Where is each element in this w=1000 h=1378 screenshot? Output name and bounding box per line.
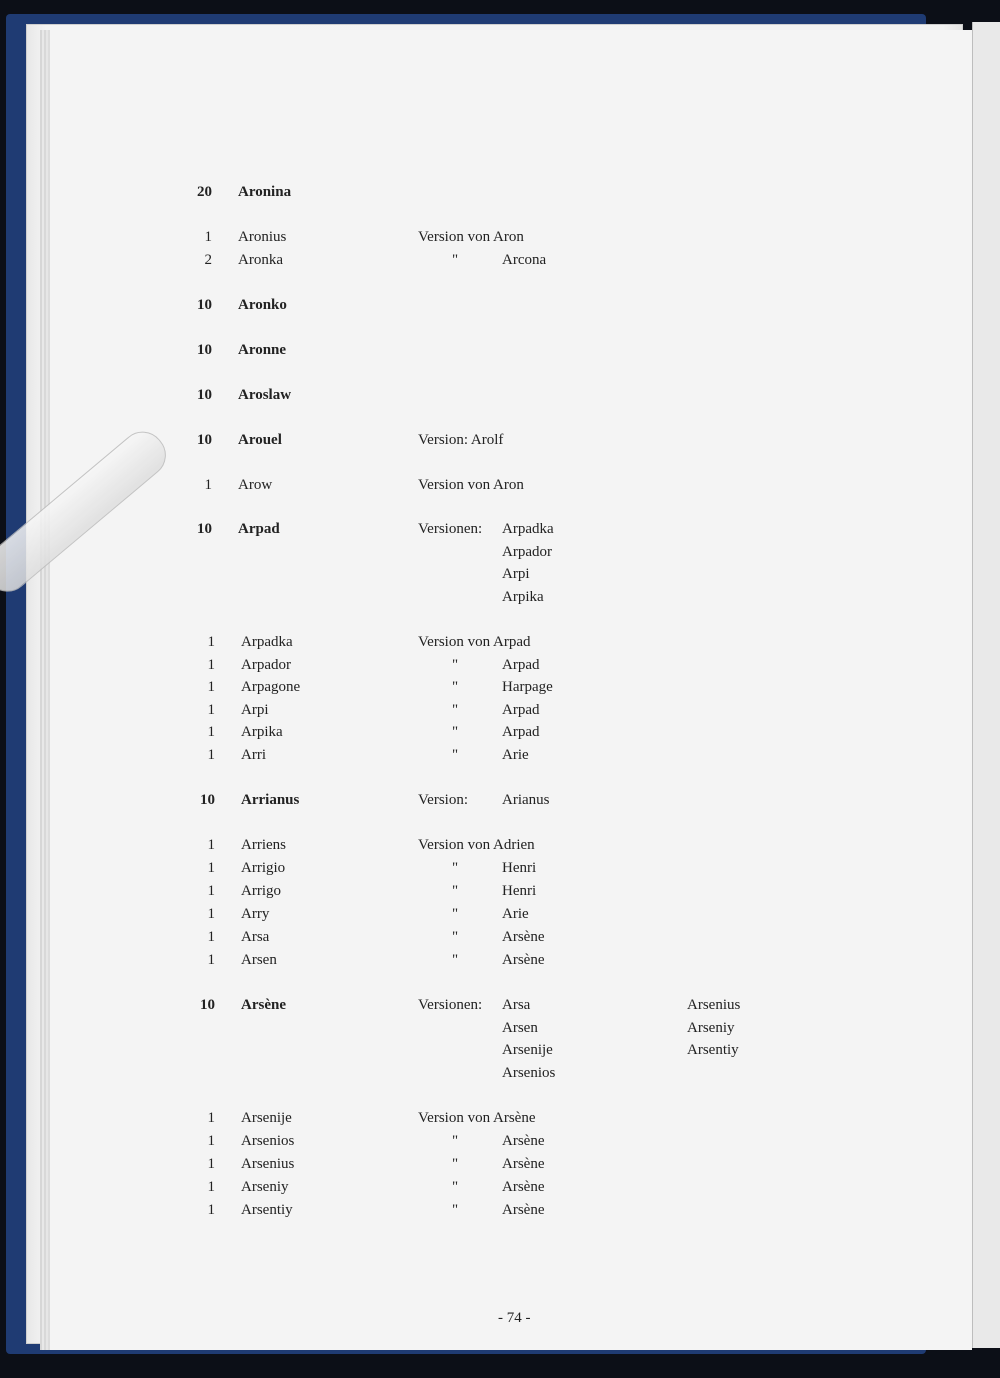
- entry-name: Arrianus: [241, 792, 300, 808]
- entry-variant-extra: Arsenius: [687, 997, 741, 1013]
- entry-count: 1: [204, 477, 212, 493]
- entry-count: 10: [200, 792, 215, 808]
- ditto-mark: ": [452, 929, 459, 945]
- entry-variant: Arpadka: [502, 521, 554, 537]
- entry-description: Version:: [418, 792, 468, 808]
- entry-name: Aronius: [238, 229, 287, 245]
- entry-variant: Arpi: [502, 566, 530, 582]
- entry-name: Arry: [241, 906, 270, 922]
- entry-name: Arpadka: [241, 634, 293, 650]
- entry-count: 2: [204, 252, 212, 268]
- entry-name: Arsenije: [241, 1110, 292, 1126]
- entry-name: Arpad: [238, 521, 280, 537]
- entry-name: Aronka: [238, 252, 283, 268]
- entry-description: Version: Arolf: [418, 432, 504, 448]
- entry-name: Arpador: [241, 657, 291, 673]
- entry-variant: Henri: [502, 883, 537, 899]
- entry-count: 1: [207, 952, 215, 968]
- entry-count: 1: [207, 1179, 215, 1195]
- entry-description: Versionen:: [418, 997, 483, 1013]
- entry-variant: Arianus: [502, 792, 550, 808]
- entry-variant: Arsène: [502, 1179, 545, 1195]
- entry-count: 1: [207, 1110, 215, 1126]
- entry-count: 1: [207, 1133, 215, 1149]
- entry-count: 10: [197, 432, 212, 448]
- entry-name: Arsen: [241, 952, 277, 968]
- entry-name: Arsenios: [241, 1133, 295, 1149]
- entry-variant: Arsène: [502, 929, 545, 945]
- ditto-mark: ": [452, 1179, 459, 1195]
- entry-variant: Arcona: [502, 252, 547, 268]
- entry-variant-extra: Arseniy: [687, 1019, 735, 1036]
- entry-variant: Arsa: [502, 997, 531, 1013]
- entry-variant: Arsen: [502, 1019, 538, 1036]
- entry-name: Aroslaw: [238, 387, 292, 403]
- entry-variant: Arsène: [502, 1202, 545, 1218]
- ditto-mark: ": [452, 860, 459, 876]
- entry-name: Aronko: [238, 297, 287, 313]
- entry-variant: Henri: [502, 860, 537, 876]
- entry-variant: Arsenije: [502, 1042, 553, 1058]
- entry-variant: Arsène: [502, 1156, 545, 1172]
- entry-count: 10: [197, 297, 212, 313]
- ditto-mark: ": [452, 679, 459, 695]
- entry-count: 10: [197, 387, 212, 403]
- entry-count: 1: [207, 634, 215, 650]
- entry-variant: Arie: [502, 906, 529, 922]
- ditto-mark: ": [452, 252, 459, 268]
- entry-name: Arouel: [238, 432, 282, 448]
- ditto-mark: ": [452, 1156, 459, 1172]
- entry-count: 1: [207, 702, 215, 718]
- entry-count: 20: [197, 184, 212, 200]
- entry-name: Arrigo: [241, 883, 281, 899]
- ditto-mark: ": [452, 1202, 459, 1218]
- entry-name: Arpagone: [241, 679, 301, 695]
- entry-name: Arsentiy: [241, 1202, 293, 1218]
- entry-count: 10: [200, 997, 215, 1013]
- ditto-mark: ": [452, 1133, 459, 1149]
- ditto-mark: ": [452, 747, 459, 763]
- entry-name: Arsène: [241, 997, 286, 1013]
- entry-name: Arow: [238, 477, 273, 493]
- entry-variant: Arpad: [502, 657, 540, 673]
- entry-name: Arsa: [241, 929, 270, 945]
- entry-count: 1: [207, 1156, 215, 1172]
- entry-name: Aronina: [238, 184, 292, 200]
- entry-variant: Arsène: [502, 1133, 545, 1149]
- entry-name: Arri: [241, 747, 266, 763]
- entry-count: 1: [207, 724, 215, 740]
- entry-name: Aronne: [238, 342, 287, 358]
- entry-count: 10: [197, 521, 212, 537]
- page-number: - 74 -: [498, 1310, 531, 1326]
- entry-count: 1: [207, 929, 215, 945]
- entry-count: 1: [207, 837, 215, 853]
- entry-variant: Arsenios: [502, 1064, 556, 1081]
- entry-name: Arrigio: [241, 860, 286, 876]
- entry-count: 1: [207, 860, 215, 876]
- entry-name: Arsenius: [241, 1156, 295, 1172]
- entry-variant: Arpad: [502, 724, 540, 740]
- ditto-mark: ": [452, 883, 459, 899]
- entry-name: Arriens: [241, 837, 286, 853]
- entry-variant: Arpador: [502, 543, 552, 560]
- entry-variant-extra: Arsentiy: [687, 1042, 739, 1058]
- entry-count: 1: [207, 1202, 215, 1218]
- facing-page-edge: [972, 22, 1000, 1348]
- entry-description: Version von Aron: [418, 477, 524, 493]
- entry-description: Version von Adrien: [418, 837, 535, 853]
- entry-name: Arpi: [241, 702, 269, 718]
- entry-variant: Arsène: [502, 952, 545, 968]
- entry-count: 1: [207, 883, 215, 899]
- entry-count: 1: [207, 906, 215, 922]
- entry-count: 1: [204, 229, 212, 245]
- entry-variant: Arpad: [502, 702, 540, 718]
- entry-count: 1: [207, 679, 215, 695]
- entry-count: 1: [207, 747, 215, 763]
- entry-count: 1: [207, 657, 215, 673]
- ditto-mark: ": [452, 702, 459, 718]
- entry-count: 10: [197, 342, 212, 358]
- entry-description: Version von Aron: [418, 229, 524, 245]
- ditto-mark: ": [452, 657, 459, 673]
- entry-description: Versionen:: [418, 521, 483, 537]
- ditto-mark: ": [452, 906, 459, 922]
- entry-variant: Harpage: [502, 679, 553, 695]
- ditto-mark: ": [452, 952, 459, 968]
- entry-variant: Arpika: [502, 588, 544, 605]
- entry-name: Arseniy: [241, 1179, 289, 1195]
- entry-variant: Arie: [502, 747, 529, 763]
- entry-name: Arpika: [241, 724, 283, 740]
- ditto-mark: ": [452, 724, 459, 740]
- entry-description: Version von Arpad: [418, 634, 531, 650]
- entry-description: Version von Arsène: [418, 1110, 536, 1126]
